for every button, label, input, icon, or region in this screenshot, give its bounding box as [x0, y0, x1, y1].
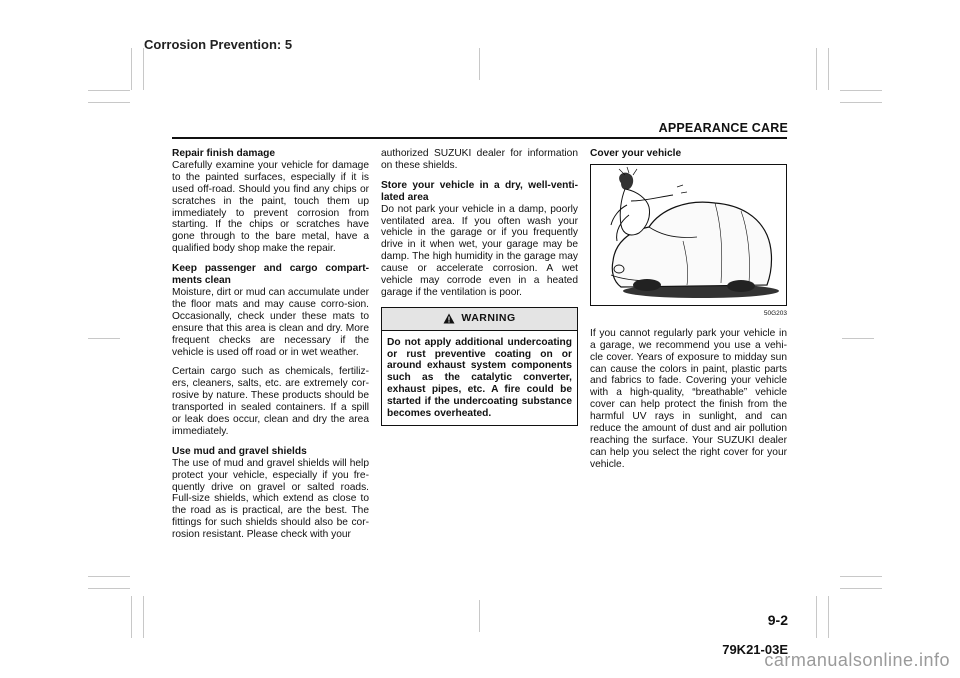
warning-text: Do not apply additional undercoating or rust preventive coating on or around exhaust system components such as the catalytic converter, exhaust pipes, etc. A fire could be started if the undercoating substance becomes overheated. [387, 336, 572, 419]
crop-mark [88, 576, 130, 577]
paragraph [172, 446, 369, 541]
vehicle-cover-illustration [590, 164, 787, 306]
section-heading: Store your vehicle in a dry, well-venti-lated area [381, 179, 578, 203]
paragraph [590, 328, 787, 471]
crop-mark [840, 588, 882, 589]
paragraph [172, 148, 369, 255]
crop-mark [816, 48, 817, 90]
paragraph-text: The use of mud and gravel shields will help protect your vehicle, especially if you fre-quently drive on gravel or salted roads. Full-size shields, which extend as close to the road as is practical, are the best. The fittings for such shields should also be cor-rosion resistant. Please check with your [172, 457, 369, 541]
running-title: Corrosion Prevention: 5 [144, 37, 293, 52]
document-code: 79K21-03E [722, 642, 788, 657]
paragraph-text: If you cannot regularly park your vehicle in a garage, we recommend you use a vehi-cle cover. Years of exposure to midday sun can cause the colors in paint, plastic parts and fabrics to fade. Covering your vehicle with a high-quality, “breathable” vehicle cover can help protect the finish from the harmful UV rays in sunlight, and can reduce the amount of dust and air pollution reaching the surface. Your SUZUKI dealer can help you select the right cover for your vehicle. [590, 327, 787, 470]
column-left [172, 148, 369, 549]
paragraph [172, 366, 369, 437]
crop-mark [88, 90, 130, 91]
paragraph-text: Certain cargo such as chemicals, fertiliz-ers, cleaners, salts, etc. are extremely cor-rosive by nature. These products should be transported in sealed containers. If a spill or leak does occur, clean and dry the area immediately. [172, 366, 369, 437]
figure-code: 50G203 [763, 309, 787, 317]
crop-mark [88, 588, 130, 589]
crop-mark [131, 596, 132, 638]
section-title: APPEARANCE CARE [658, 121, 788, 135]
crop-mark [479, 600, 480, 632]
warning-header [382, 308, 577, 331]
section-heading: Repair finish damage [172, 148, 276, 159]
column-middle [381, 148, 578, 426]
crop-mark [840, 576, 882, 577]
crop-mark [828, 48, 829, 90]
crop-mark [131, 48, 132, 90]
paragraph-text: authorized SUZUKI dealer for information on these shields. [381, 148, 578, 171]
crop-mark [143, 596, 144, 638]
section-heading: Cover your vehicle [590, 148, 682, 159]
crop-mark [88, 338, 120, 339]
paragraph-text: Do not park your vehicle in a damp, poorly ventilated area. If you often wash your vehicle in the garage or if you frequently drive in it when wet, your garage may be damp. The high humidity in the garage may cause or accelerate corrosion. A wet vehicle may corrode even in a heated garage if the ventilation is poor. [381, 203, 578, 298]
crop-mark [816, 596, 817, 638]
section-heading: Keep passenger and cargo compart-ments clean [172, 263, 369, 287]
crop-mark [143, 48, 144, 90]
paragraph [172, 263, 369, 358]
crop-mark [828, 596, 829, 638]
crop-mark [842, 338, 874, 339]
paragraph-text: Carefully examine your vehicle for damage to the painted surfaces, especially if it is used off-road. Should you find any chips or scratches in the paint, touch them up immediately to prevent corrosion from starting. If the chips or scratches have gone through to the bare metal, have a qualified body shop make the repair. [172, 159, 369, 255]
crop-mark [479, 48, 480, 80]
section-heading: Use mud and gravel shields [172, 445, 307, 457]
crop-mark [88, 102, 130, 103]
watermark-text: carmanualsonline.info [764, 650, 950, 670]
crop-mark [840, 102, 882, 103]
column-right [590, 148, 787, 479]
warning-label: WARNING [461, 311, 516, 324]
warning-box [381, 307, 578, 427]
header-rule [172, 137, 787, 139]
paragraph [381, 180, 578, 299]
crop-mark [840, 90, 882, 91]
page-number: 9-2 [767, 612, 788, 628]
woman-covering-car-icon [591, 165, 786, 305]
paragraph-text: Moisture, dirt or mud can accumulate under the floor mats and may cause corro-sion. Occasionally, check under these mats to ensure that this area is clean and dry. More frequent checks are necessary if the vehicle is used off road or in wet weather. [172, 286, 369, 358]
paragraph [381, 148, 578, 172]
warning-triangle-icon [443, 313, 455, 324]
